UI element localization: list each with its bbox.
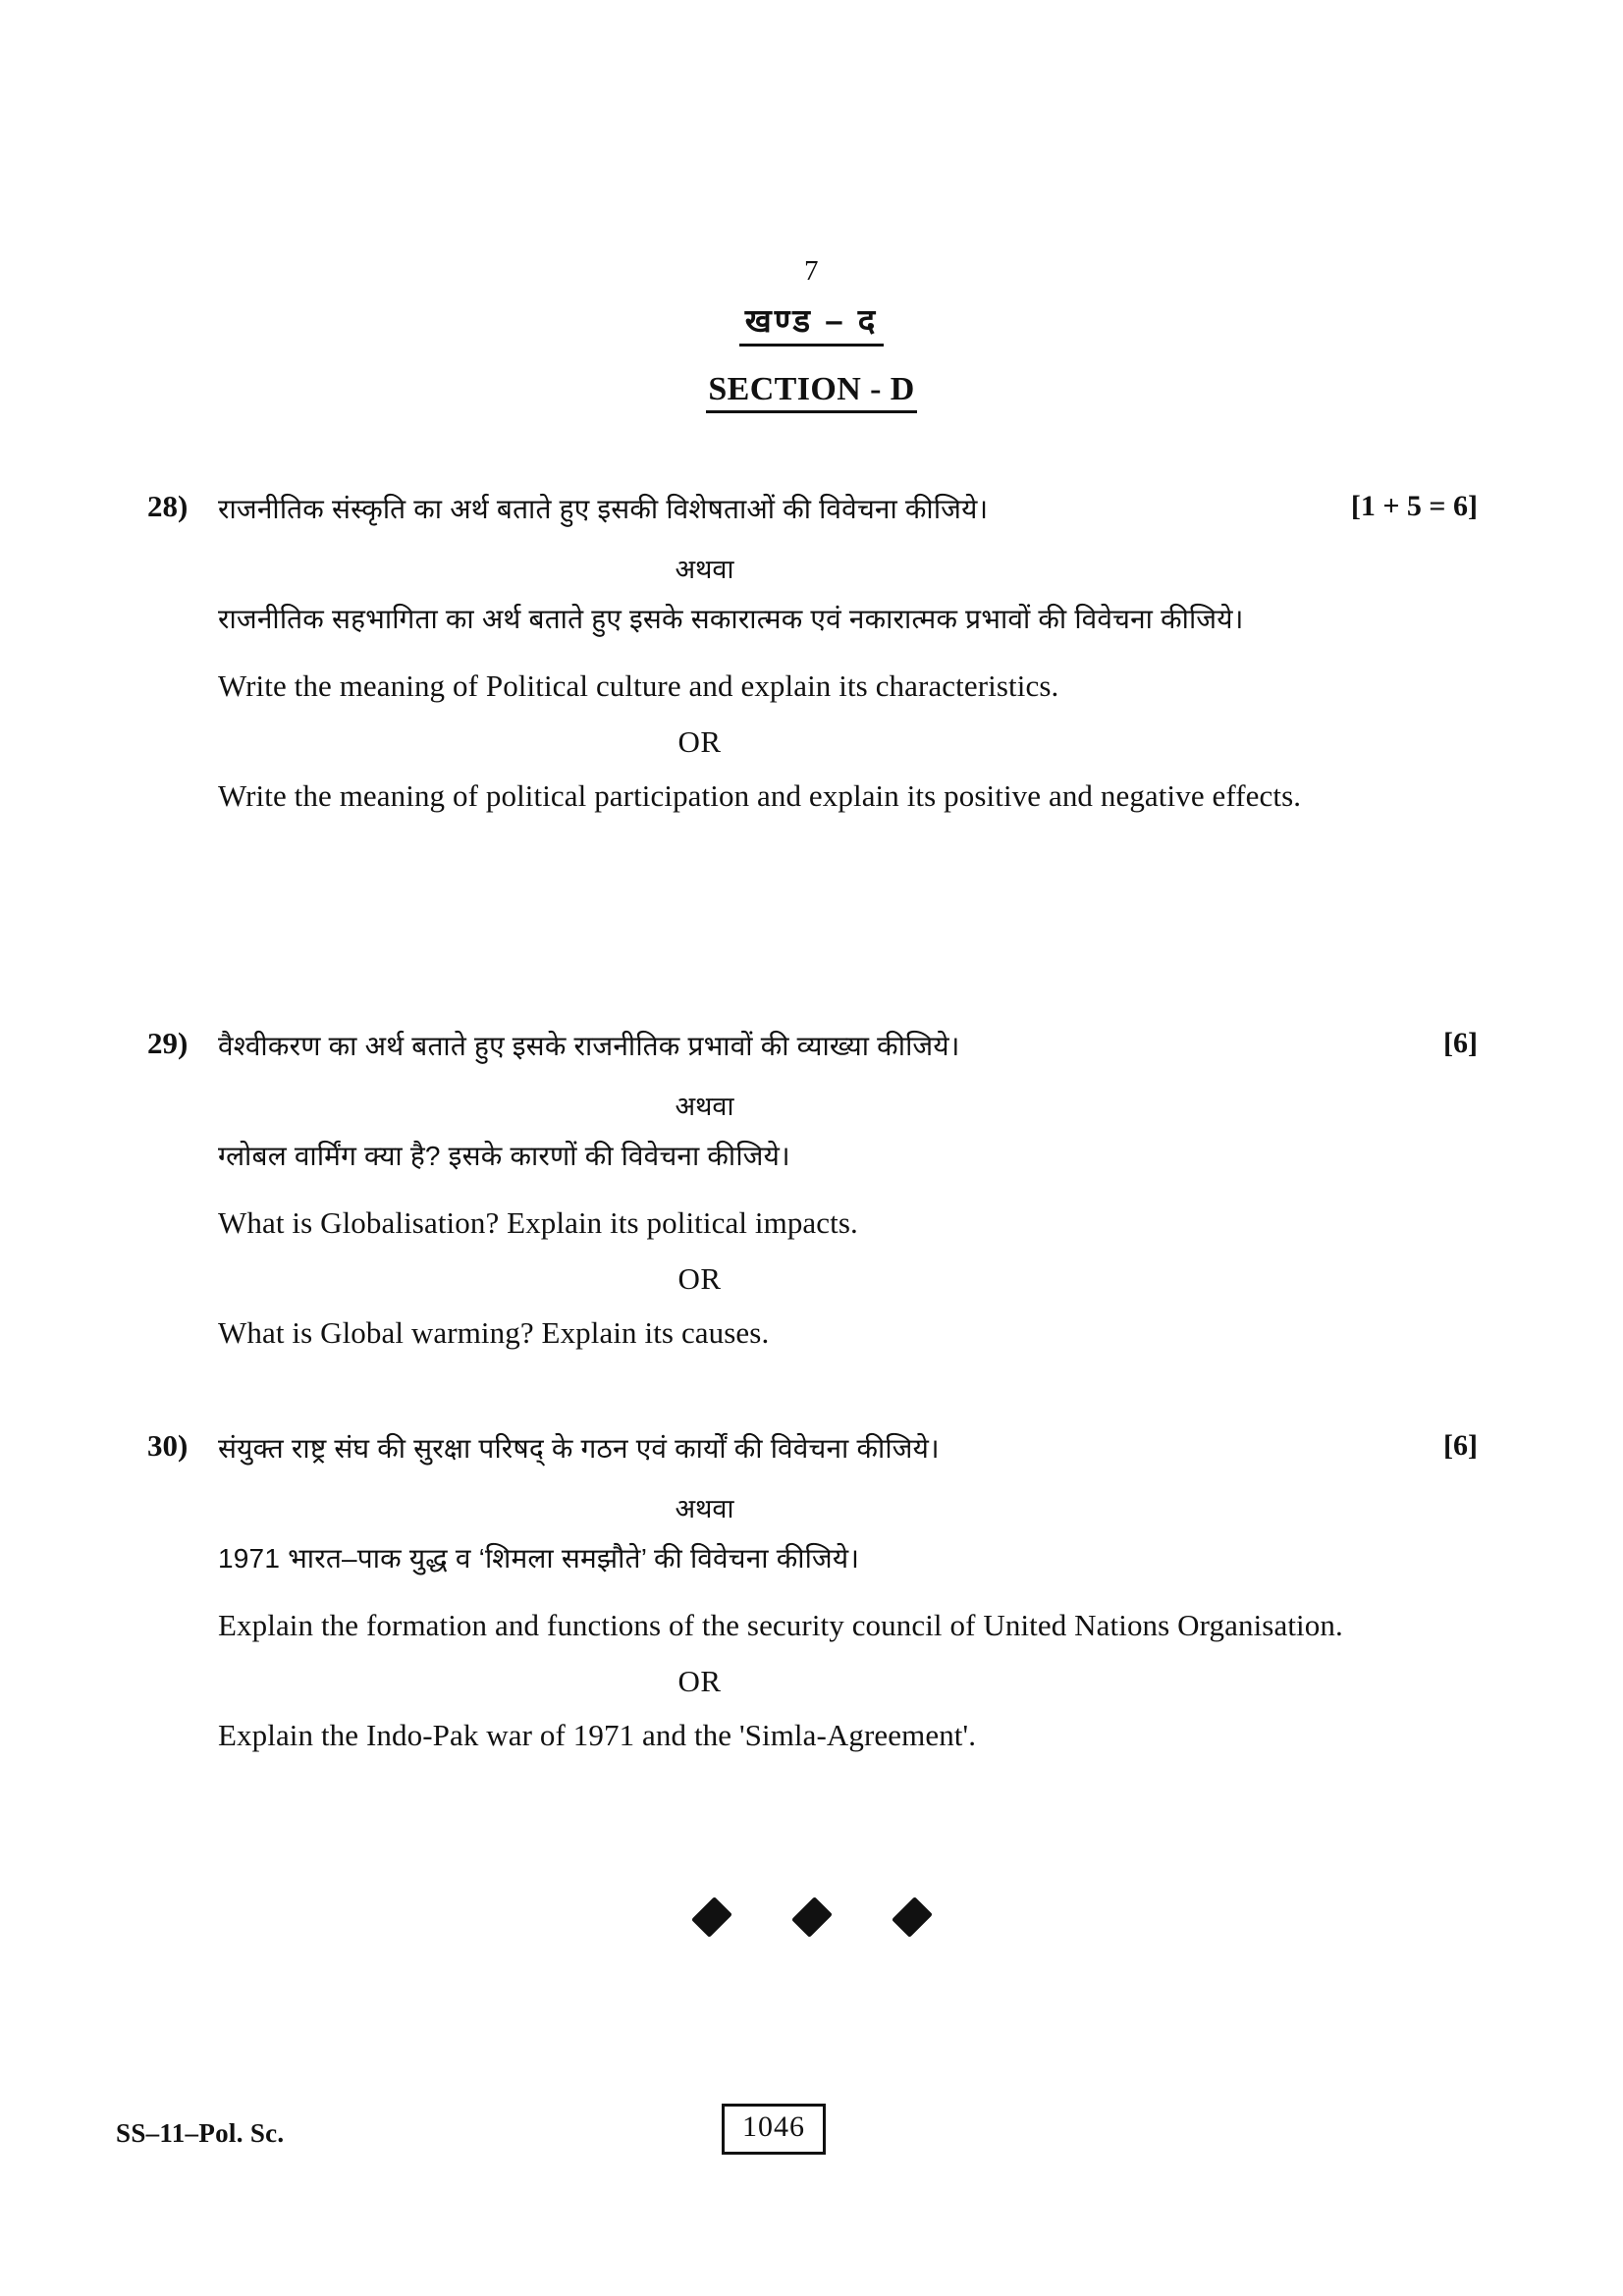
question-28-or-label: OR (677, 723, 722, 759)
section-heading-english-text: SECTION - D (706, 373, 916, 413)
question-28-hindi-primary: राजनीतिक संस्कृति का अर्थ बताते हुए इसकी विशेषताओं की विवेचना कीजिये। (218, 494, 989, 524)
question-29-athava-label: अथवा (675, 1092, 734, 1121)
question-30-heading-row (147, 1428, 1478, 1471)
question-29-marks: [6] (1443, 1027, 1478, 1059)
question-29-english-alternate: What is Global warming? Explain its causes. (218, 1314, 770, 1350)
question-28-marks: [1 + 5 = 6] (1350, 490, 1478, 522)
section-heading-hindi (0, 304, 1623, 347)
question-block-29 (147, 1026, 1478, 1355)
question-30-marks: [6] (1443, 1429, 1478, 1462)
question-29-hindi-alternate: ग्लोबल वार्मिंग क्या है? इसके कारणों की विवेचना कीजिये। (218, 1141, 790, 1171)
diamond-icon (691, 1896, 732, 1938)
question-30-number: 30) (147, 1428, 189, 1463)
diamond-icon (791, 1896, 833, 1938)
end-of-section-ornament (0, 1904, 1623, 1930)
question-30-hindi-alternate: 1971 भारत–पाक युद्ध व ‘शिमला समझौते’ की विवेचना कीजिये। (218, 1543, 860, 1574)
question-block-28 (147, 489, 1478, 818)
question-28-english-alternate: Write the meaning of political participation and explain its positive and negative effects. (218, 777, 1302, 813)
question-30-english-primary: Explain the formation and functions of the security council of United Nations Organisation. (218, 1608, 1343, 1643)
footer-boxed-number: 1046 (722, 2104, 826, 2155)
question-29-hindi-primary: वैश्वीकरण का अर्थ बताते हुए इसके राजनीतिक प्रभावों की व्याख्या कीजिये। (218, 1031, 960, 1061)
diamond-icon (892, 1896, 933, 1938)
question-block-30 (147, 1428, 1478, 1757)
footer-paper-code: SS–11–Pol. Sc. (116, 2118, 285, 2148)
section-heading-hindi-text: खण्ड – द (739, 304, 885, 347)
question-28-english-primary: Write the meaning of Political culture and explain its characteristics. (218, 668, 1059, 704)
question-30-or-label: OR (677, 1663, 722, 1698)
section-heading-english (0, 373, 1623, 413)
question-29-or-label: OR (677, 1260, 722, 1296)
question-30-hindi-primary: संयुक्त राष्ट्र संघ की सुरक्षा परिषद् के गठन एवं कार्यों की विवेचना कीजिये। (218, 1433, 940, 1464)
question-28-athava-label: अथवा (675, 555, 734, 584)
question-30-athava-label: अथवा (675, 1494, 734, 1523)
question-29-number: 29) (147, 1026, 189, 1060)
question-28-number: 28) (147, 489, 189, 523)
question-28-heading-row (147, 489, 1478, 532)
page-number: 7 (804, 255, 819, 287)
question-29-heading-row (147, 1026, 1478, 1069)
question-30-english-alternate: Explain the Indo-Pak war of 1971 and the 'Simla-Agreement'. (218, 1717, 977, 1752)
question-29-english-primary: What is Globalisation? Explain its political impacts. (218, 1205, 858, 1241)
question-28-hindi-alternate: राजनीतिक सहभागिता का अर्थ बताते हुए इसके सकारात्मक एवं नकारात्मक प्रभावों की विवेचना कीजिये। (218, 604, 1244, 634)
